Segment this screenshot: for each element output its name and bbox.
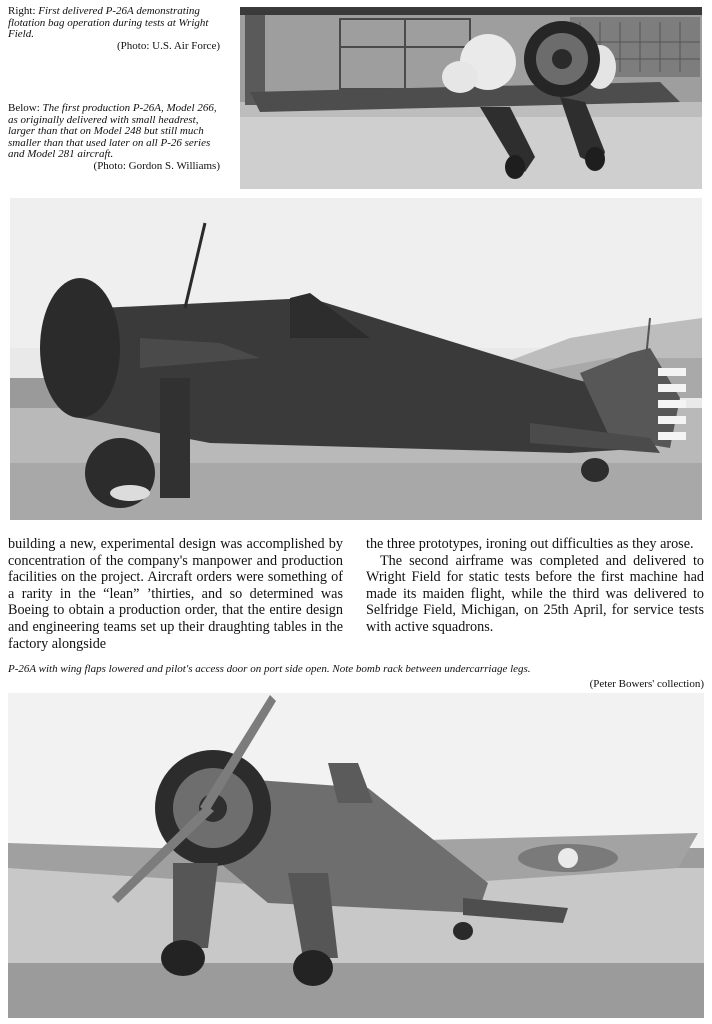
article-col2-paragraph-2: The second airframe was completed and delivered to Wright Field for static tests before the first machine had made its maiden flight, while the third was delivered to Selfridge Field, Michigan, on 25th April, for service tests with active squadrons. bbox=[366, 552, 704, 635]
caption-below-text: The first production P-26A, Model 266, as originally delivered with small headrest, larger than that on Model 248 but still much smaller than that used later on all P-26 series and Model 281 aircraft. bbox=[8, 102, 217, 160]
photo-flotation-bag bbox=[240, 7, 702, 189]
article-col2-paragraph-1: the three prototypes, ironing out difficulties as they arose. bbox=[366, 536, 694, 552]
caption-below bbox=[8, 103, 220, 172]
photo-p26a-side bbox=[10, 198, 702, 520]
caption-bottom-credit: (Peter Bowers' collection) bbox=[589, 678, 704, 690]
caption-right bbox=[8, 6, 220, 52]
caption-below-credit: (Photo: Gordon S. Williams) bbox=[93, 159, 220, 172]
photo-p26a-side-image bbox=[10, 198, 702, 520]
caption-right-credit: (Photo: U.S. Air Force) bbox=[117, 39, 220, 52]
caption-right-lead: Right: bbox=[8, 5, 36, 17]
article-column-1 bbox=[8, 536, 343, 652]
photo-flaps-lowered bbox=[8, 693, 704, 1018]
article-column-2 bbox=[366, 536, 704, 636]
article-col1-paragraph: building a new, experimental design was accomplished by concentration of the company's manpower and production facilities on the project. Aircraft orders were something of a rarity in the “lean” ’thirties, and so determined was Boeing to obtain a production order, that the entire design and engineering teams set up their draughting tables in the factory alongside bbox=[8, 536, 343, 652]
photo-flotation-bag-image bbox=[240, 7, 702, 189]
caption-bottom: P-26A with wing flaps lowered and pilot's access door on port side open. Note bomb rack between undercarriage legs. bbox=[8, 663, 531, 675]
caption-below-lead: Below: bbox=[8, 102, 40, 114]
photo-flaps-lowered-image bbox=[8, 693, 704, 1018]
caption-right-text: First delivered P-26A demonstrating flotation bag operation during tests at Wright Field. bbox=[8, 5, 209, 40]
